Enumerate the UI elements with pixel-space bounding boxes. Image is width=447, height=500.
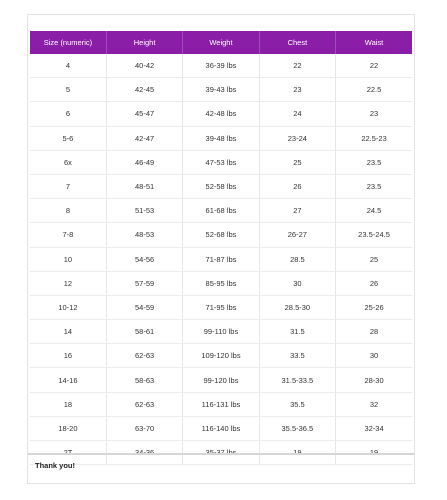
cell-weight: 36-39 lbs [183,54,259,78]
cell-waist: 30 [336,344,412,368]
cell-height: 57-59 [106,271,182,295]
table-row [30,126,412,150]
table-row [30,295,412,319]
cell-weight: 39-43 lbs [183,78,259,102]
cell-size: 18 [30,392,106,416]
cell-waist: 22.5-23 [336,126,412,150]
cell-waist: 28-30 [336,368,412,392]
cell-chest: 22 [259,54,335,78]
table-body [30,54,412,465]
cell-weight: 47-53 lbs [183,150,259,174]
cell-weight: 116-131 lbs [183,392,259,416]
cell-size: 7-8 [30,223,106,247]
cell-height: 34-36 [106,441,182,465]
cell-height: 62-63 [106,392,182,416]
cell-height: 51-53 [106,199,182,223]
cell-size: 10-12 [30,295,106,319]
table-row [30,102,412,126]
cell-height: 40-42 [106,54,182,78]
cell-size: 14-16 [30,368,106,392]
cell-weight: 99-120 lbs [183,368,259,392]
cell-size: 2T [30,441,106,465]
cell-weight: 61-68 lbs [183,199,259,223]
cell-chest: 24 [259,102,335,126]
cell-height: 42-47 [106,126,182,150]
cell-height: 54-56 [106,247,182,271]
cell-chest: 28.5 [259,247,335,271]
cell-size: 16 [30,344,106,368]
cell-waist: 28 [336,320,412,344]
column-header-size: Size (numeric) [30,31,106,54]
cell-chest: 27 [259,199,335,223]
cell-size: 10 [30,247,106,271]
table-row [30,54,412,78]
cell-weight: 52-68 lbs [183,223,259,247]
cell-size: 7 [30,174,106,198]
cell-weight: 39-48 lbs [183,126,259,150]
cell-chest: 31.5-33.5 [259,368,335,392]
table-row [30,247,412,271]
cell-chest: 23 [259,78,335,102]
cell-chest: 25 [259,150,335,174]
cell-height: 42-45 [106,78,182,102]
cell-chest: 30 [259,271,335,295]
cell-waist: 23.5 [336,150,412,174]
cell-weight: 71-87 lbs [183,247,259,271]
cell-height: 45-47 [106,102,182,126]
footer-divider [28,453,414,455]
cell-chest: 33.5 [259,344,335,368]
cell-waist: 25-26 [336,295,412,319]
cell-waist: 19 [336,441,412,465]
table-row [30,150,412,174]
cell-weight: 42-48 lbs [183,102,259,126]
cell-size: 12 [30,271,106,295]
cell-waist: 24.5 [336,199,412,223]
cell-weight: 85-95 lbs [183,271,259,295]
cell-waist: 23 [336,102,412,126]
table-row [30,174,412,198]
cell-size: 18-20 [30,416,106,440]
cell-height: 48-51 [106,174,182,198]
size-chart-card [27,14,415,484]
table-row [30,368,412,392]
cell-waist: 22 [336,54,412,78]
cell-chest: 31.5 [259,320,335,344]
cell-weight: 116-140 lbs [183,416,259,440]
cell-height: 62-63 [106,344,182,368]
cell-chest: 35.5-36.5 [259,416,335,440]
cell-size: 6x [30,150,106,174]
table-row [30,271,412,295]
cell-height: 58-61 [106,320,182,344]
column-header-chest: Chest [259,31,335,54]
cell-chest: 35.5 [259,392,335,416]
cell-size: 14 [30,320,106,344]
size-chart-table [30,31,412,465]
cell-weight: 71-95 lbs [183,295,259,319]
column-header-waist: Waist [336,31,412,54]
cell-waist: 22.5 [336,78,412,102]
cell-size: 5 [30,78,106,102]
cell-weight: 35-37 lbs [183,441,259,465]
cell-waist: 25 [336,247,412,271]
cell-waist: 32-34 [336,416,412,440]
cell-weight: 52-58 lbs [183,174,259,198]
cell-chest: 26-27 [259,223,335,247]
cell-size: 6 [30,102,106,126]
cell-height: 48-53 [106,223,182,247]
cell-weight: 109-120 lbs [183,344,259,368]
column-header-height: Height [106,31,182,54]
cell-height: 58-63 [106,368,182,392]
table-row [30,320,412,344]
column-header-weight: Weight [183,31,259,54]
cell-height: 54-59 [106,295,182,319]
table-row [30,199,412,223]
cell-chest: 23-24 [259,126,335,150]
cell-height: 63-70 [106,416,182,440]
cell-waist: 23.5 [336,174,412,198]
table-row [30,344,412,368]
cell-chest: 28.5-30 [259,295,335,319]
table-row [30,223,412,247]
cell-height: 46-49 [106,150,182,174]
cell-size: 8 [30,199,106,223]
cell-chest: 19 [259,441,335,465]
cell-chest: 26 [259,174,335,198]
table-header-row [30,31,412,54]
cell-waist: 32 [336,392,412,416]
thank-you-message: Thank you! [35,461,76,470]
table-row [30,416,412,440]
table-row [30,78,412,102]
cell-waist: 26 [336,271,412,295]
cell-weight: 99-110 lbs [183,320,259,344]
cell-waist: 23.5-24.5 [336,223,412,247]
cell-size: 4 [30,54,106,78]
cell-size: 5-6 [30,126,106,150]
table-row [30,392,412,416]
